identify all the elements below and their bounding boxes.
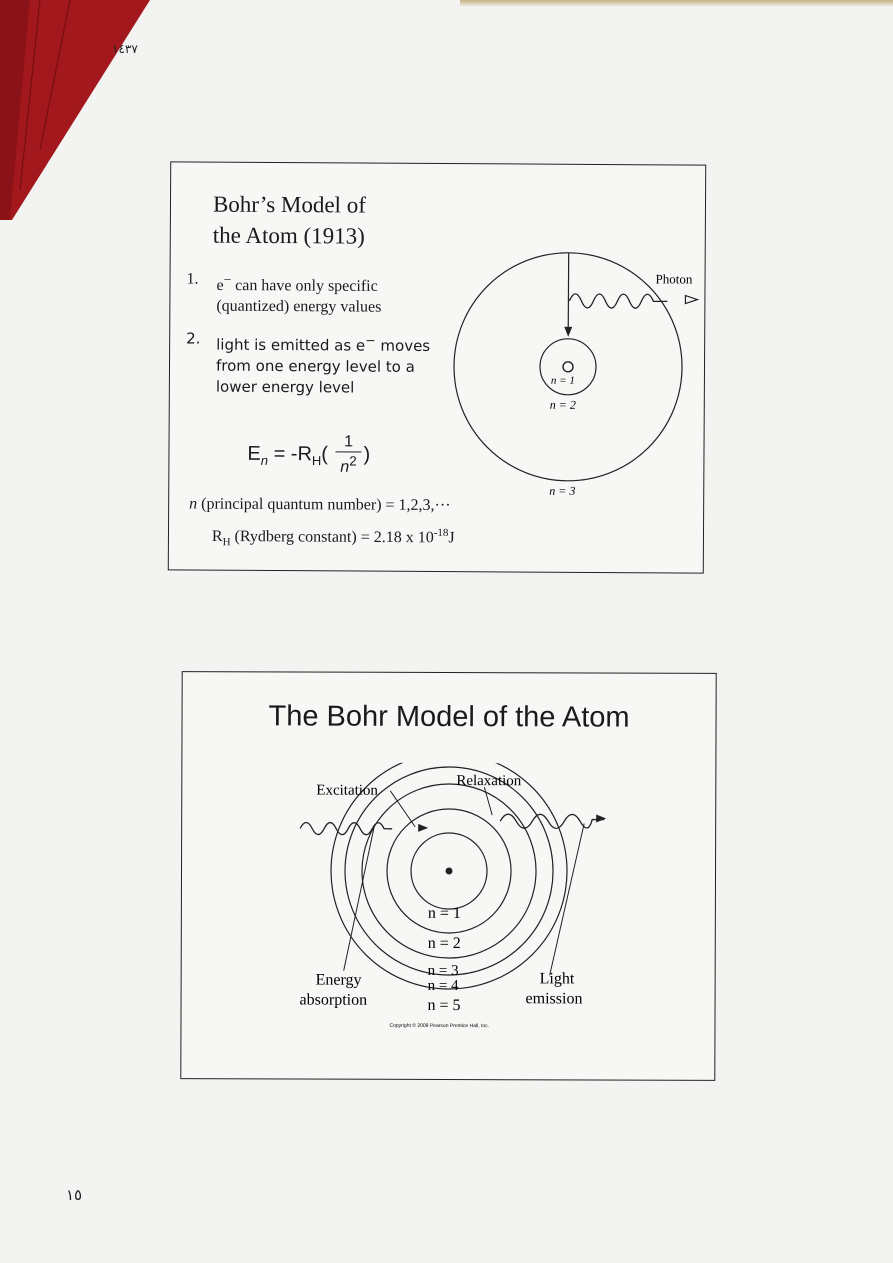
slide2-title: The Bohr Model of the Atom	[268, 700, 630, 734]
label-n1: n = 1	[550, 374, 575, 387]
page-corner-fold	[0, 0, 160, 230]
page-top-edge	[460, 0, 893, 6]
quantum-number-line: n (principal quantum number) = 1,2,3,···	[189, 495, 451, 515]
incoming-photon-wave	[300, 822, 392, 834]
bohr-atom-emission-diagram	[432, 226, 702, 498]
light-emission-label-1: Light	[539, 970, 575, 988]
relaxation-label: Relaxation	[456, 773, 522, 790]
list-item-text: e− can have only specific (quantized) energy values	[216, 271, 382, 316]
list-item	[186, 268, 451, 318]
list-item	[186, 329, 451, 400]
slide-bohr-model-of-atom	[180, 671, 716, 1081]
label-n5: n = 5	[427, 996, 461, 1015]
energy-absorption-label-2: absorption	[299, 991, 368, 1009]
photon-wave	[569, 294, 667, 309]
relaxation-arrow	[484, 787, 492, 815]
list-item-number: 1.	[186, 270, 199, 288]
slide1-list	[186, 268, 452, 411]
emission-pointer	[550, 823, 585, 975]
nucleus	[446, 867, 453, 874]
equation-fraction: $\frac{1}{n^2}$	[335, 433, 361, 476]
label-n2: n = 2	[427, 934, 461, 953]
excitation-label: Excitation	[316, 782, 378, 799]
label-n2: n = 2	[549, 397, 576, 412]
copyright-notice: Copyright © 2009 Pearson Prentice Hall, Inc.	[389, 1022, 490, 1030]
label-n4: n = 4	[427, 977, 459, 995]
energy-equation: $E_n = -R_H$( $\frac{1}{n^2}$ )	[247, 433, 371, 476]
label-n1: n = 1	[427, 904, 461, 923]
excitation-arrow	[390, 791, 415, 827]
page-number: ١٥	[66, 1186, 83, 1204]
nucleus	[563, 362, 573, 372]
slide-bohr-model-1913	[168, 161, 706, 573]
slide1-title-line1: Bohr’s Model of	[212, 191, 366, 218]
slide1-title-line2: the Atom (1913)	[212, 222, 365, 249]
photon-label: Photon	[655, 271, 693, 287]
label-n3: n = 3	[549, 483, 576, 498]
rydberg-constant-line: $R_H$ (Rydberg constant) = 2.18 x $10^{-18}J$	[211, 526, 455, 549]
list-item-text: light is emitted as e− moves from one energy level to a lower energy level	[215, 332, 431, 397]
outgoing-photon-wave	[500, 814, 604, 828]
light-emission-label-2: emission	[525, 990, 583, 1008]
slide1-title	[213, 189, 366, 252]
page-mark: ١٤٣٧	[112, 42, 138, 56]
energy-absorption-label-1: Energy	[315, 971, 362, 989]
list-item-number: 2.	[186, 329, 201, 348]
bohr-atom-levels-diagram	[271, 762, 652, 1063]
label-n3: n = 3	[427, 962, 459, 980]
